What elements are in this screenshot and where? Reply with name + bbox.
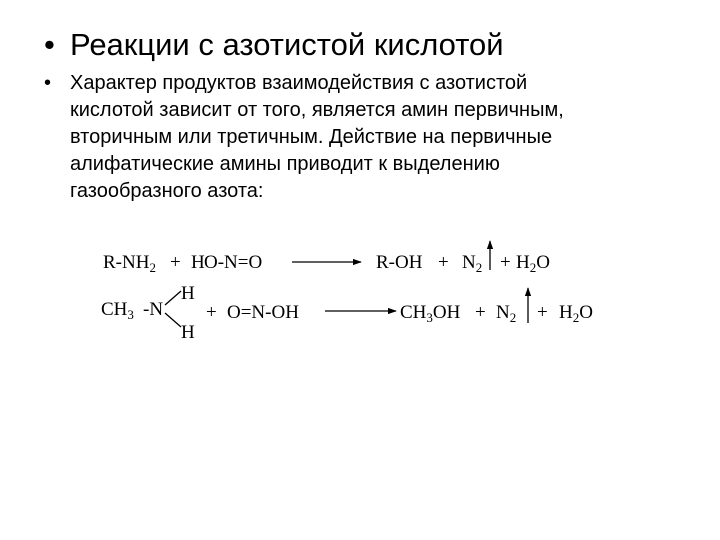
eq2-plus: + [475,302,486,323]
body-line: кислотой зависит от того, является амин первичным, [70,99,564,121]
eq1-nitrogen: $N_2$ [462,252,483,275]
title-text: Реакции с азотистой кислотой [70,27,504,62]
eq2-water: $H_2O$ [559,302,593,325]
eq2-bond-bottom [165,313,181,327]
eq2-product-methanol: $CH_3OH$ [400,302,461,325]
eq1-plus: + [500,252,511,273]
eq2-methyl-group: $CH_3$ [101,299,134,322]
eq1-plus: + [438,252,449,273]
equation-2 [101,283,593,343]
body-bullet: • [44,72,52,94]
equation-1 [103,241,550,275]
eq2-hydrogen-top: H [181,283,195,304]
body-line: Характер продуктов взаимодействия с азотистой [70,72,528,94]
body-line: вторичным или третичным. Действие на первичные [70,126,553,148]
eq2-nitrous-acid: O=N-OH [227,302,299,323]
eq2-plus: + [537,302,548,323]
eq1-nitrous-group: O-N=O [204,252,263,273]
eq2-amine-nitrogen: -N [143,299,164,320]
eq2-hydrogen-bottom: H [181,322,195,343]
eq1-plus: + [170,252,181,273]
body-line: алифатические амины приводит к выделению [70,153,500,175]
eq2-bond-top [165,291,181,305]
title-bullet: • [44,27,55,62]
eq2-plus: + [206,302,217,323]
eq2-nitrogen: $N_2$ [496,302,517,325]
eq1-product-alcohol: R-OH [376,252,423,273]
eq1-water: $H_2O$ [516,252,550,275]
body-line: газообразного азота: [70,180,264,202]
eq1-hydrogen: H [191,252,205,273]
eq1-reactant-amine: $R-NH_2$ [103,252,156,275]
